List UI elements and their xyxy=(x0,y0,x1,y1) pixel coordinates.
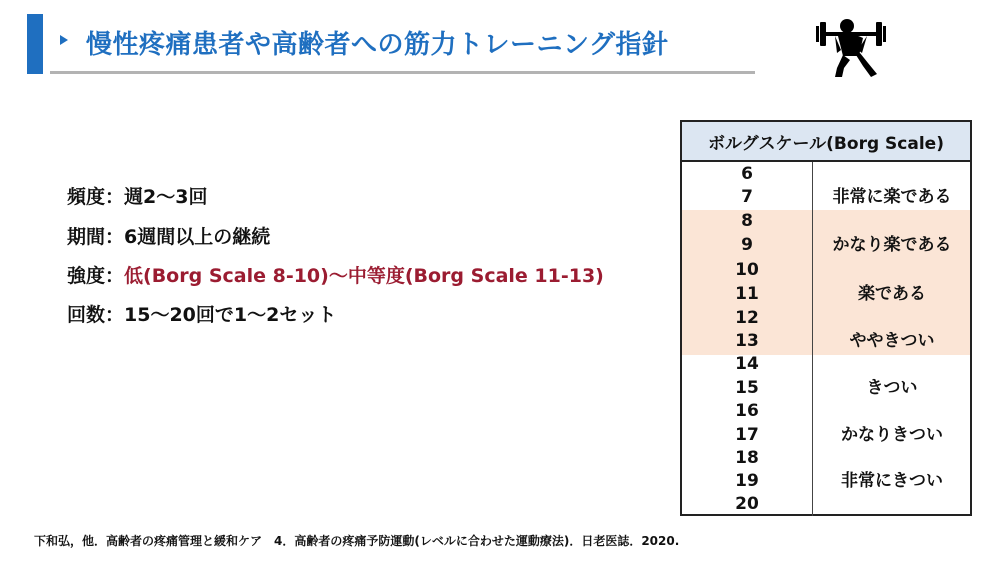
guideline-label: 頻度： xyxy=(67,186,125,208)
guideline-value: 週2～3回 xyxy=(124,186,208,208)
guideline-intensity xyxy=(67,261,604,288)
borg-scale-header: ボルグスケール(Borg Scale) xyxy=(682,122,970,162)
borg-number: 6 xyxy=(741,164,753,184)
borg-number: 14 xyxy=(735,354,759,374)
borg-number: 11 xyxy=(735,284,759,304)
borg-label: かなりきつい xyxy=(841,425,943,445)
guideline-repetitions xyxy=(67,300,336,327)
borg-label: きつい xyxy=(866,378,918,398)
guideline-value-highlight: 低(Borg Scale 8-10)～中等度(Borg Scale 11-13) xyxy=(124,265,604,287)
borg-label: 楽である xyxy=(858,284,926,304)
borg-number: 16 xyxy=(735,401,759,421)
borg-number: 20 xyxy=(735,494,759,514)
borg-label: かなり楽である xyxy=(832,235,952,255)
borg-number: 10 xyxy=(735,260,759,280)
borg-label: 非常に楽である xyxy=(832,187,952,207)
borg-number: 7 xyxy=(741,187,753,207)
guideline-label: 強度： xyxy=(67,265,125,287)
borg-number: 19 xyxy=(735,471,759,491)
borg-label: ややきつい xyxy=(849,331,935,351)
guideline-duration xyxy=(67,222,270,249)
title-underline xyxy=(50,71,755,74)
guideline-value: 6週間以上の継続 xyxy=(124,226,271,248)
page-title: 慢性疼痛患者や高齢者への筋力トレーニング指針 xyxy=(86,30,669,60)
title-accent-bar xyxy=(27,14,43,74)
borg-number: 15 xyxy=(735,378,759,398)
borg-label: 非常にきつい xyxy=(841,471,943,491)
guideline-value: 15～20回で1～2セット xyxy=(124,304,337,326)
borg-number: 18 xyxy=(735,448,759,468)
citation: 下和弘，他．高齢者の疼痛管理と緩和ケア 4．高齢者の疼痛予防運動(レベルに合わせた運動療法)．日老医誌．2020. xyxy=(34,534,680,548)
borg-number: 17 xyxy=(735,425,759,445)
title-bullet-icon xyxy=(60,35,68,45)
borg-number: 13 xyxy=(735,331,759,351)
borg-number: 12 xyxy=(735,308,759,328)
borg-scale-table xyxy=(680,120,972,516)
borg-number: 9 xyxy=(741,235,753,255)
guideline-label: 回数： xyxy=(67,304,125,326)
borg-number: 8 xyxy=(741,211,753,231)
weightlifter-icon xyxy=(813,16,889,78)
guideline-frequency xyxy=(67,182,207,209)
guideline-label: 期間： xyxy=(67,226,125,248)
